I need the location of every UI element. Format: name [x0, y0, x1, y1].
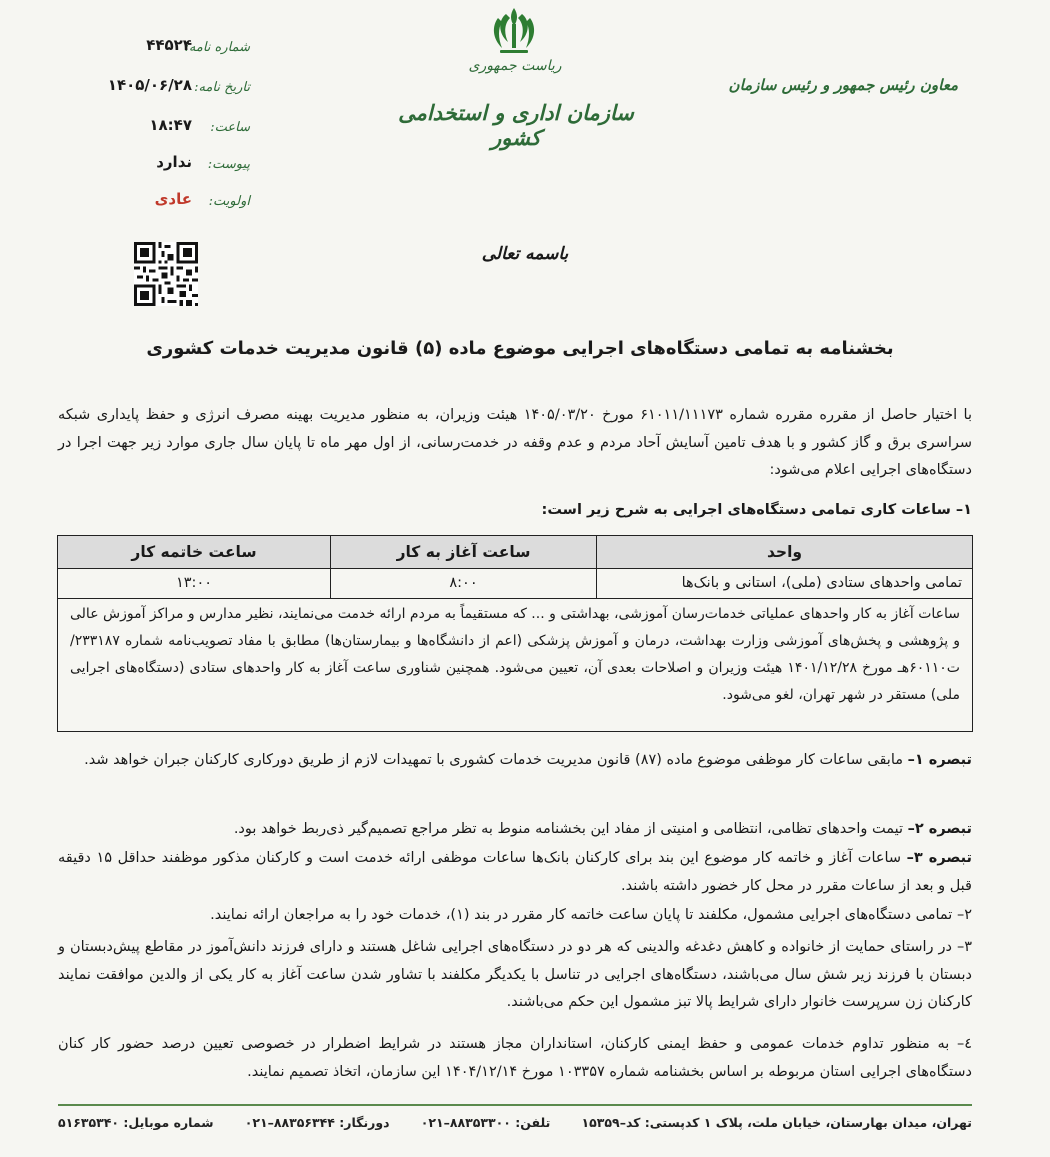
footer-fax: دورنگار: ۸۸۳۵۶۳۴۴–۰۲۱: [244, 1115, 390, 1130]
letter-time: ۱۸:۴۷: [149, 116, 192, 134]
footer-address: تهران، میدان بهارستان، خیابان ملت، پلاک ۱ کدپستی: کد–۱۵۳۵۹: [581, 1115, 972, 1130]
qr-code-icon: [134, 242, 198, 306]
cell-unit: تمامی واحدهای ستادی (ملی)، استانی و بانک‌ها: [596, 568, 972, 598]
organization-name: سازمان اداری و استخدامی کشور: [398, 100, 634, 150]
presidency-label: ریاست جمهوری: [468, 58, 562, 74]
footer-divider: [58, 1104, 972, 1106]
cell-end-time: ۱۳:۰۰: [175, 575, 213, 591]
work-hours-table: [57, 535, 973, 732]
note-1: [58, 747, 972, 775]
meta-date: تاریخ نامه: ۱۴۰۵/۰۶/۲۸: [107, 76, 250, 95]
note-2-text: تیمت واحدهای تظامی، انتظامی و امنیتی از مفاد این بخشنامه منوط به تظر مراجع تصمیم‌گیر ذی‌ربط خواهد بود.: [233, 821, 908, 837]
footer-mobile: شماره موبایل: ۵۱۶۳۵۳۴۰: [58, 1115, 214, 1130]
deputy-title: معاون رئیس جمهور و رئیس سازمان: [728, 76, 958, 94]
meta-number: شماره نامه: ۴۴۵۲۴: [146, 36, 250, 55]
table-row: [58, 568, 972, 599]
table-header-row: [58, 536, 972, 569]
note-2-label: تبصره ۲–: [907, 821, 972, 837]
note-3: [58, 845, 972, 900]
note-2: [58, 816, 972, 844]
cell-start-time: ۸:۰۰: [330, 568, 596, 598]
item-4: ٤– به منظور تداوم خدمات عمومی و حفظ ایمنی کارکنان، استانداران مجاز هستند در شرایط اضطرار در خصوصی تعیین درصد حضور کار کنان دستگاه‌های اجرایی استان مربوطه بر اساس بخشنامه شماره ۱۰۳۳۵۷ مورخ ۱۴۰۴/۱۲/۱۴ این سازمان، اتخاذ تصمیم نمایند.: [58, 1036, 972, 1080]
meta-time: ساعت: ۱۸:۴۷: [149, 116, 250, 135]
item-2: ۲– تمامی دستگاه‌های اجرایی مشمول، مکلفند تا پایان ساعت خاتمه کار مقرر در بند (۱)، خدمات خود را به مراجعان ارائه نمایند.: [210, 907, 972, 923]
header-unit: واحد: [596, 536, 972, 568]
item-1-heading: ۱– ساعات کاری تمامی دستگاه‌های اجرایی به شرح زیر است:: [541, 502, 972, 518]
item-3: ۳– در راستای حمایت از خانواده و کاهش دغدغه والدینی که هر دو در دستگاه‌های اجرایی شاغل هستند و دارای فرزند دانش‌آموز در مقاطع پیش‌دبستان و دبستان با فرزند زیر شش سال می‌باشند، دستگاه‌های اجرایی در تناسل با یکدیگر مکلفند با تشاور شدن ساعت آغاز به کار یکی از والدین موافقت نمایند کارکنان زن سرپرست خانوار دارای شرایط پالا تبز مشمول این حکم می‌باشند.: [58, 939, 972, 1010]
basmala: باسمه تعالی: [481, 244, 569, 264]
letter-attachment: ندارد: [156, 153, 192, 171]
header-end-time: ساعت خاتمه کار: [131, 543, 257, 561]
letter-date: ۱۴۰۵/۰۶/۲۸: [107, 76, 192, 94]
letter-priority: عادی: [154, 190, 192, 208]
note-1-text: مابقی ساعات کار موظفی موضوع ماده (۸۷) قانون مدیریت خدمات کشوری با تمهیدات لازم از طریق دورکاری کارکنان جبران خواهد شد.: [84, 752, 908, 768]
table-note: ساعات آغاز به کار واحدهای عملیاتی خدمات‌رسان آموزشی، بهداشتی و ... که مستقیماً به مردم ارائه خدمت می‌نمایند، نظیر مدارس و مراکز آموزش عالی و پژوهشی و پخش‌های آموزشی وزارت بهداشت، درمان و آموزش پزشکی (اعم از دانشگاه‌ها و بیمارستان‌ها) مطابق با مفاد تصویب‌نامه شماره ۲۳۳۱۸۷/ت۶۰۱۱۰هـ مورخ ۱۴۰۱/۱۲/۲۸ هیئت وزیران و اصلاحات بعدی آن، تعیین می‌شود. همچنین شناوری ساعت آغاز به کار واحدهای ستادی (دستگاه‌های اجرایی ملی) مستقر در شهر تهران، لغو می‌شود.: [70, 606, 960, 703]
letter-number: ۴۴۵۲۴: [146, 36, 192, 54]
footer-contact: [58, 1115, 972, 1130]
note-3-label: تبصره ۳–: [906, 850, 973, 866]
iran-emblem-icon: [486, 4, 542, 58]
meta-attachment: پیوست: ندارد: [156, 153, 250, 172]
note-3-text: ساعات آغاز و خاتمه کار موضوع این بند برای کارکنان بانک‌ها ساعات موظفی ارائه خدمت است و کارکنان مذکور موظفند حداقل ۱۵ دقیقه قبل و بعد از ساعات مقرر در محل کار خضور داشته باشند.: [58, 850, 972, 894]
meta-priority: اولویت: عادی: [154, 190, 250, 209]
footer-phone: تلفن: ۸۸۳۵۳۳۰۰–۰۲۱: [420, 1115, 551, 1130]
header-start-time: ساعت آغاز به کار: [330, 536, 596, 568]
document-title: بخشنامه به تمامی دستگاه‌های اجرایی موضوع ماده (۵) قانون مدیریت خدمات کشوری: [146, 338, 894, 359]
note-1-label: تبصره ۱–: [907, 752, 972, 768]
intro-paragraph: با اختیار حاصل از مقرره مقرره شماره ۶۱۰۱۱/۱۱۱۷۳ مورخ ۱۴۰۵/۰۳/۲۰ هیئت وزیران، به منظور مدیریت بهینه مصرف انرژی و حفظ پایداری شبکه سراسری برق و گاز کشور و با هدف تامین آسایش آحاد مردم و عدم وقفه در خدمت‌رسانی، از اول مهر ماه تا پایان سال جاری موارد زیر جهت اجرا در دستگاه‌های اجرایی اعلام می‌شود:: [58, 407, 973, 478]
